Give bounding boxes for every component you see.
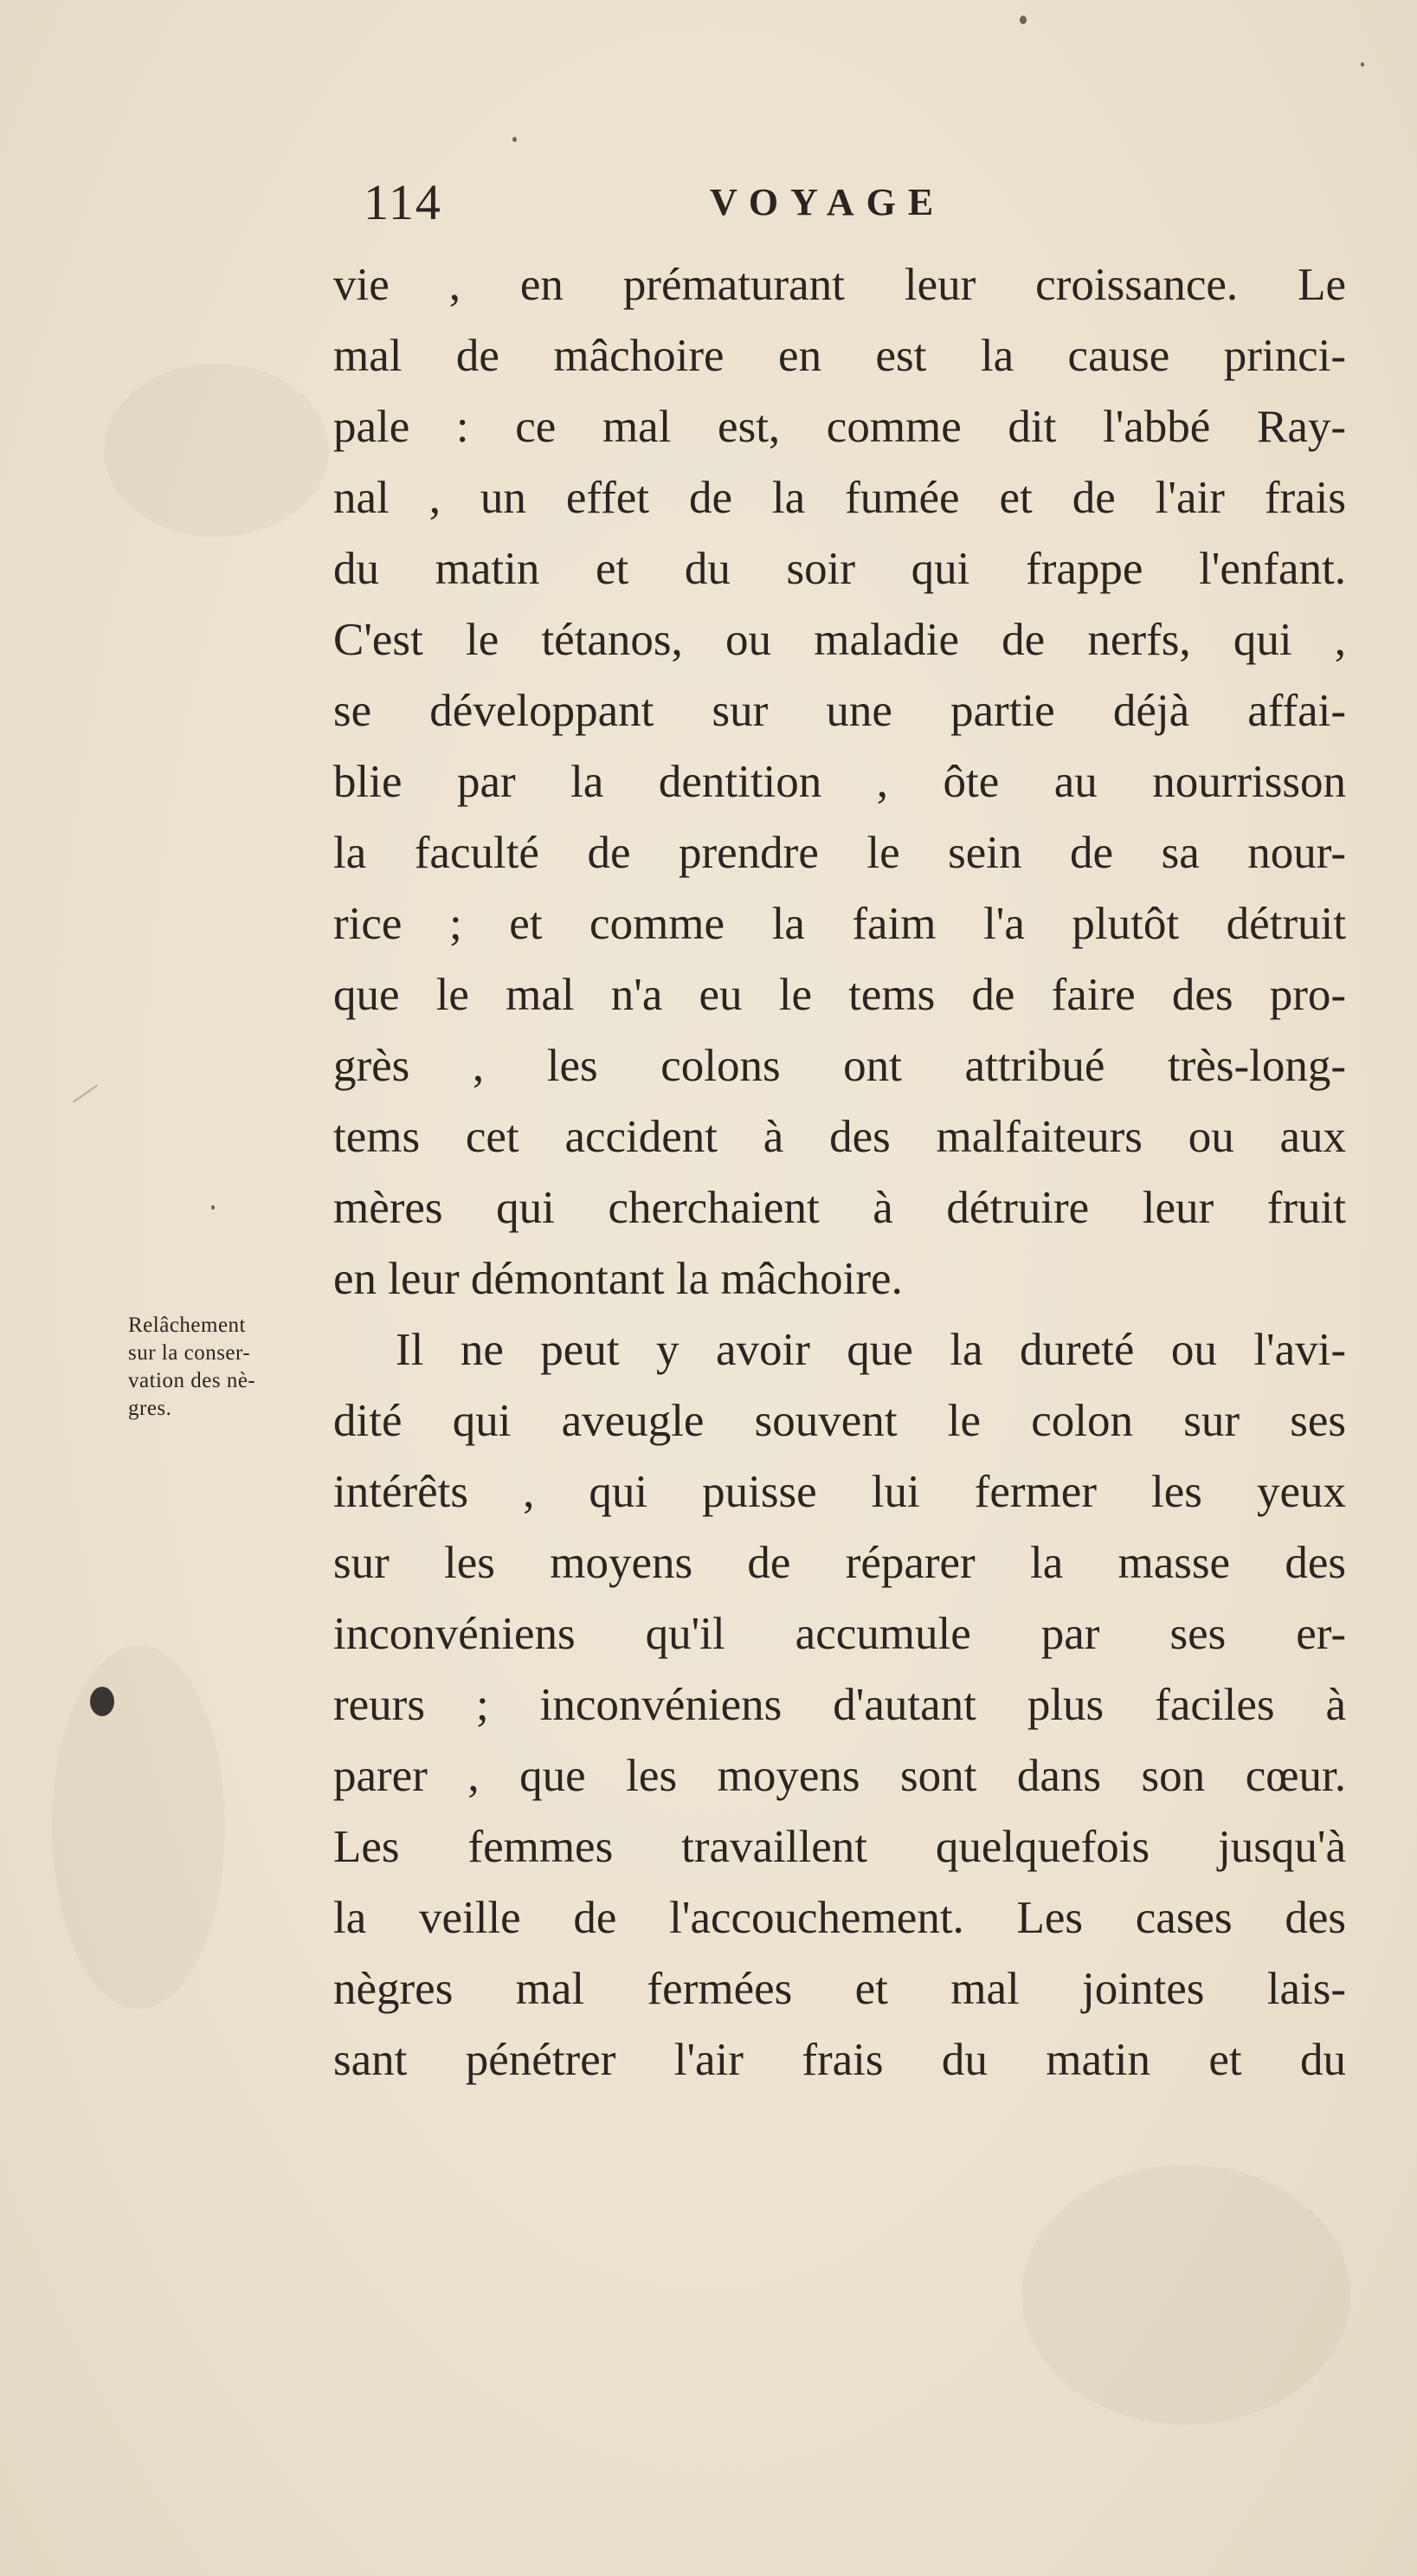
text-line: rice ; et comme la faim l'a plutôt détruit	[333, 899, 1346, 949]
text-line: blie par la dentition , ôte au nourrisson	[333, 757, 1346, 807]
text-line: se développant sur une partie déjà affai-	[333, 686, 1346, 736]
text-line: C'est le tétanos, ou maladie de nerfs, qui ,	[333, 615, 1346, 665]
paper-speck	[512, 137, 517, 142]
text-line: la veille de l'accouchement. Les cases des	[333, 1893, 1346, 1943]
text-line: parer , que les moyens sont dans son cœur.	[333, 1751, 1346, 1801]
marginal-note	[128, 1312, 336, 1423]
text-line: que le mal n'a eu le tems de faire des pro-	[333, 970, 1346, 1020]
paper-scratch	[73, 1084, 98, 1102]
ink-blot	[90, 1687, 114, 1716]
marginal-note-line: Relâchement	[128, 1314, 246, 1337]
paper-speck	[1361, 62, 1364, 67]
paper-speck	[211, 1205, 215, 1210]
text-line: tems cet accident à des malfaiteurs ou aux	[333, 1112, 1346, 1162]
text-line: grès , les colons ont attribué très-long-	[333, 1041, 1346, 1091]
running-head: VOYAGE	[710, 181, 946, 223]
marginal-note-line: sur la conser-	[128, 1341, 251, 1365]
text-line: vie , en prématurant leur croissance. Le	[333, 260, 1346, 310]
text-line: sur les moyens de réparer la masse des	[333, 1538, 1346, 1588]
text-line: intérêts , qui puisse lui fermer les yeux	[333, 1467, 1346, 1517]
body-text	[333, 249, 1346, 2095]
text-line: du matin et du soir qui frappe l'enfant.	[333, 544, 1346, 594]
page-number: 114	[364, 174, 442, 230]
text-line: Les femmes travaillent quelquefois jusqu'à	[333, 1822, 1346, 1872]
paper-speck	[1020, 16, 1027, 24]
text-line: pale : ce mal est, comme dit l'abbé Ray-	[333, 402, 1346, 452]
text-line: la faculté de prendre le sein de sa nour-	[333, 828, 1346, 878]
text-line: nal , un effet de la fumée et de l'air frais	[333, 473, 1346, 523]
marginal-note-line: gres.	[128, 1397, 172, 1420]
text-line: inconvéniens qu'il accumule par ses er-	[333, 1609, 1346, 1659]
text-line: mères qui cherchaient à détruire leur fruit	[333, 1183, 1346, 1233]
text-line: sant pénétrer l'air frais du matin et du	[333, 2035, 1346, 2085]
text-line: reurs ; inconvéniens d'autant plus faciles à	[333, 1680, 1346, 1730]
text-line: en leur démontant la mâchoire.	[333, 1254, 903, 1304]
text-line: dité qui aveugle souvent le colon sur ses	[333, 1396, 1346, 1446]
marginal-note-line: vation des nè-	[128, 1369, 256, 1392]
paragraph-first-line: Il ne peut y avoir que la dureté ou l'avi-	[396, 1325, 1346, 1375]
text-line: nègres mal fermées et mal jointes lais-	[333, 1964, 1346, 2014]
page-header	[0, 173, 1417, 234]
text-line: mal de mâchoire en est la cause princi-	[333, 331, 1346, 381]
